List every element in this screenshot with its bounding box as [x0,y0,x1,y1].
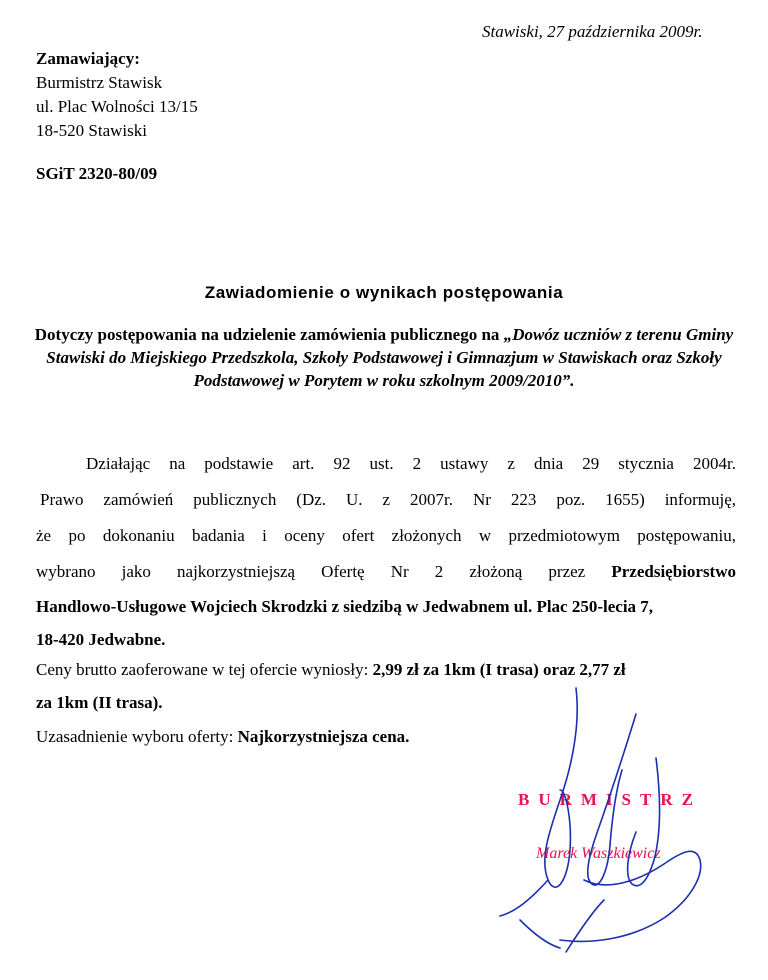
body-line-2: Prawo zamówień publicznych (Dz. U. z 2007r. Nr 223 poz. 1655) informuję, [40,490,736,509]
contractor-name-start: Przedsiębiorstwo [611,562,736,581]
place-date: Stawiski, 27 października 2009r. [482,22,703,41]
client-street: ul. Plac Wolności 13/15 [36,97,198,116]
body-line-1: Działając na podstawie art. 92 ust. 2 ustawy z dnia 29 stycznia 2004r. [86,454,736,473]
client-city: 18-520 Stawiski [36,121,147,140]
contract-title: „Dowóz uczniów z terenu Gminy Stawiski do Miejskiego Przedszkola, Szkoły Podstawowej i Gimnazjum w Stawiskach oraz Szkoły Podstawowej w Porytem w roku szkolnym 2009/2010”. [46,325,734,390]
document-title: Zawiadomienie o wynikach postępowania [204,283,564,302]
contractor-details: Handlowo-Usługowe Wojciech Skrodzki z siedzibą w Jedwabnem ul. Plac 250-lecia 7, [36,597,654,616]
stamp-name: Marek Waszkiewicz [536,845,661,862]
client-label: Zamawiający: [36,49,140,68]
stamp-title: BURMISTRZ [518,790,702,809]
prices-values: 2,99 zł za 1km (I trasa) oraz 2,77 zł [372,660,626,679]
prices-label: Ceny brutto zaoferowane w tej ofercie wyniosły: [36,660,373,679]
client-name: Burmistrz Stawisk [36,73,163,92]
reference-number: SGiT 2320-80/09 [36,164,158,183]
justification-label: Uzasadnienie wyboru oferty: [36,727,238,746]
subject-intro: Dotyczy postępowania na udzielenie zamówienia publicznego na [34,325,504,344]
justification-value: Najkorzystniejsza cena. [237,727,410,746]
body-line-3: że po dokonaniu badania i oceny ofert złożonych w przedmiotowym postępowaniu, [36,526,736,545]
body-line-4-text: wybrano jako najkorzystniejszą Ofertę Nr 2 złożoną przez [36,562,612,581]
contractor-city: 18-420 Jedwabne. [36,630,166,649]
prices-values-cont: za 1km (II trasa). [36,693,163,712]
